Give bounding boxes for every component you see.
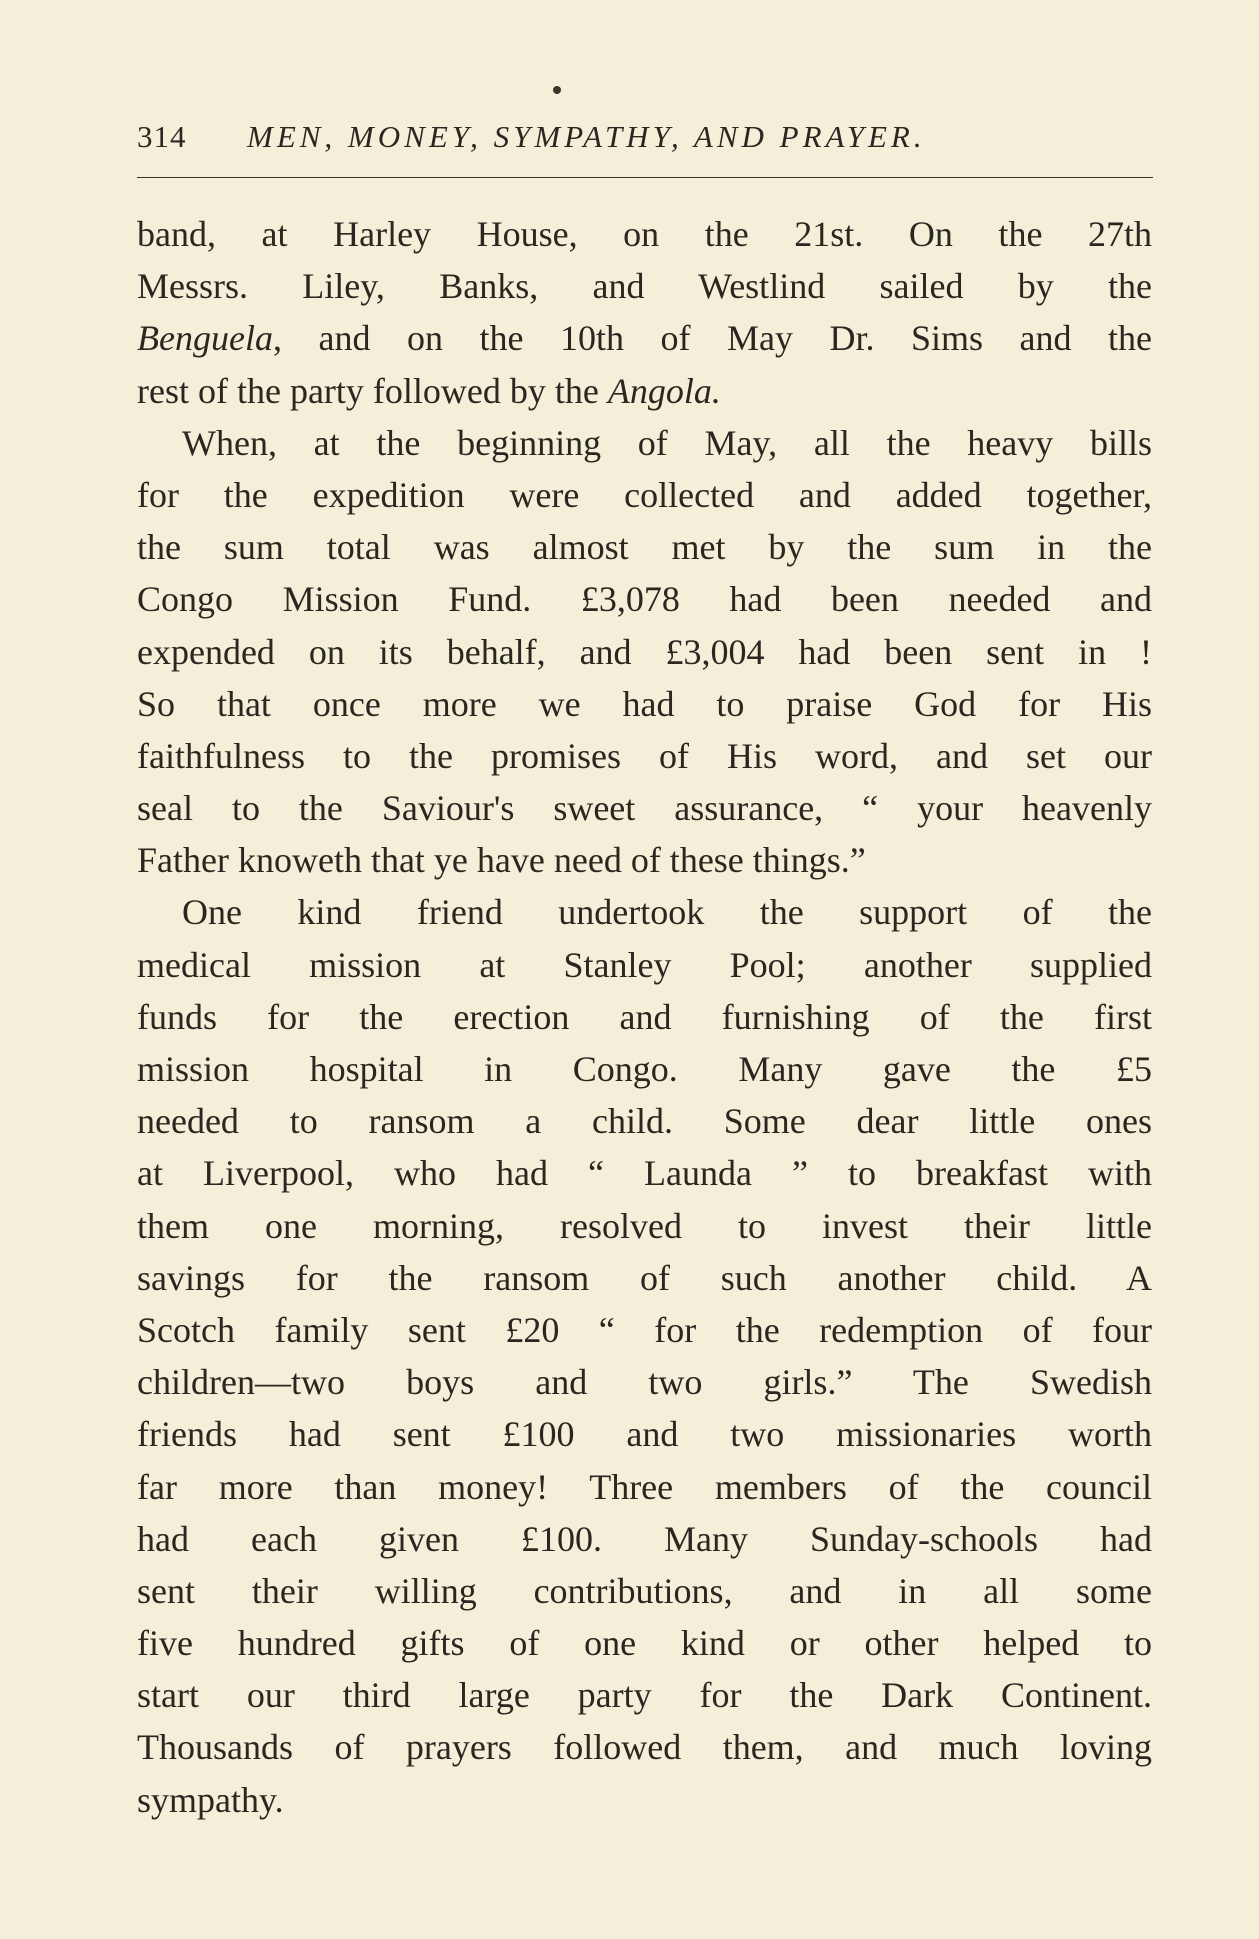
running-title: MEN, MONEY, SYMPATHY, AND PRAYER. — [247, 119, 926, 154]
text-line: savings for the ransom of such another child. A — [137, 1257, 1152, 1298]
text-line: them one morning, resolved to invest their little — [137, 1205, 1152, 1246]
text-line: seal to the Saviour's sweet assurance, “ your heavenly — [137, 788, 1152, 829]
paragraph-start-line: One kind friend undertook the support of the — [182, 892, 1152, 933]
text-line: Scotch family sent £20 “ for the redemption of four — [137, 1309, 1152, 1350]
ship-name-benguela: Benguela — [137, 318, 273, 359]
print-dot — [553, 86, 561, 94]
text-line: needed to ransom a child. Some dear little ones — [137, 1101, 1152, 1142]
text-line: mission hospital in Congo. Many gave the £5 — [137, 1049, 1152, 1089]
text-line: faithfulness to the promises of His word, and set our — [137, 735, 1152, 776]
text-line — [137, 365, 1152, 417]
body-text — [137, 208, 1152, 1826]
ship-name-angola: Angola. — [607, 370, 721, 411]
text-line: far more than money! Three members of the council — [137, 1466, 1152, 1507]
text-line: sympathy. — [137, 1779, 284, 1820]
text-line: start our third large party for the Dark Continent. — [137, 1675, 1152, 1716]
paragraph-start-line: When, at the beginning of May, all the heavy bills — [182, 422, 1152, 463]
text-line: medical mission at Stanley Pool; another supplied — [137, 944, 1152, 985]
text-line: So that once more we had to praise God for His — [137, 683, 1152, 724]
text-line: expended on its behalf, and £3,004 had been sent in ! — [137, 631, 1152, 672]
text-line: Thousands of prayers followed them, and much loving — [137, 1727, 1152, 1768]
text-line: at Liverpool, who had “ Launda ” to breakfast with — [137, 1153, 1152, 1194]
text-line: five hundred gifts of one kind or other helped to — [137, 1623, 1152, 1664]
text-line — [137, 312, 1152, 364]
text-line: for the expedition were collected and added together, — [137, 474, 1152, 515]
text-line: friends had sent £100 and two missionaries worth — [137, 1414, 1152, 1455]
header-rule — [137, 177, 1153, 178]
text-line: Messrs. Liley, Banks, and Westlind sailed by the — [137, 266, 1152, 307]
text-line: had each given £100. Many Sunday-schools had — [137, 1518, 1152, 1559]
text-line: children—two boys and two girls.” The Swedish — [137, 1362, 1152, 1403]
page-number: 314 — [137, 119, 187, 154]
text-line: band, at Harley House, on the 21st. On the 27th — [137, 214, 1152, 254]
running-head — [137, 112, 1137, 162]
text-line: the sum total was almost met by the sum in the — [137, 527, 1152, 568]
text-fragment: , and on the 10th of May Dr. Sims and the — [272, 318, 1152, 359]
text-line: Congo Mission Fund. £3,078 had been needed and — [137, 579, 1152, 620]
text-line: funds for the erection and furnishing of the first — [137, 996, 1152, 1037]
text-line: sent their willing contributions, and in all some — [137, 1570, 1152, 1611]
text-fragment: rest of the party followed by the — [137, 370, 608, 411]
text-line: Father knoweth that ye have need of these things.” — [137, 840, 866, 881]
